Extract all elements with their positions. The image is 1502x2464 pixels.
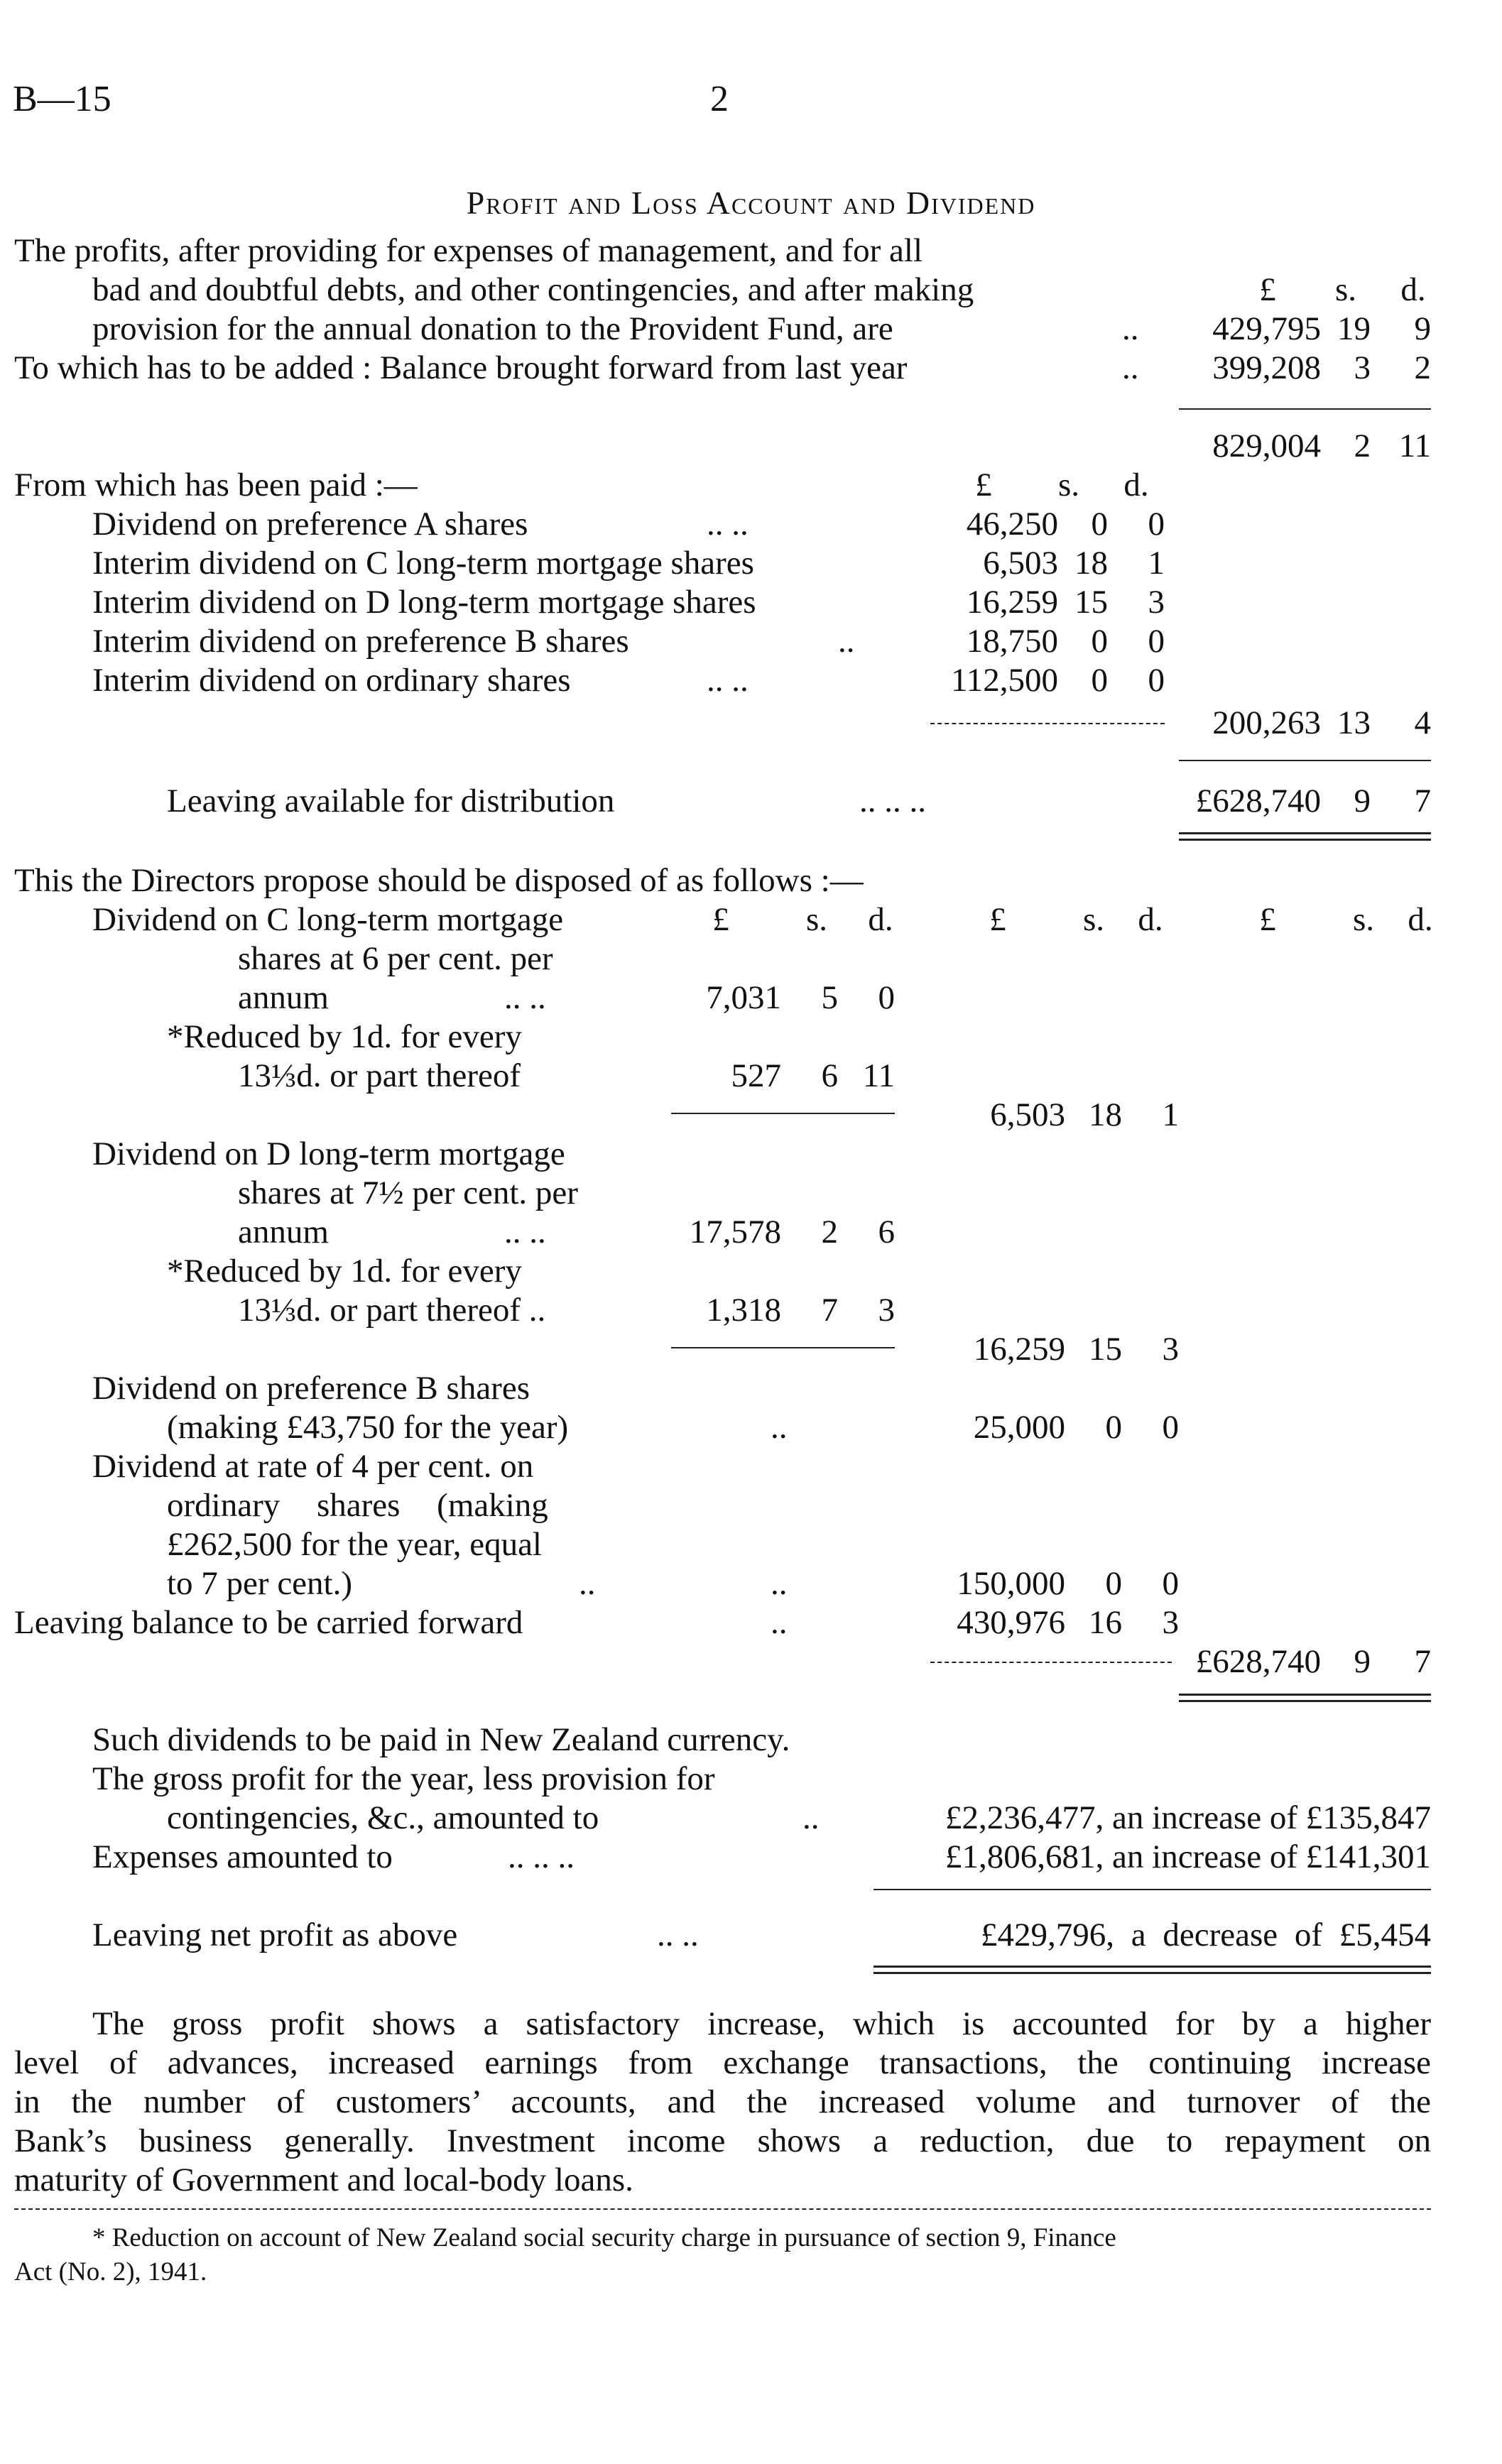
paid-heading: From which has been paid :— — [14, 467, 418, 503]
c-dividend-line: shares at 6 per cent. per — [238, 940, 553, 977]
col-head-pence: d. — [1408, 901, 1433, 938]
gross-profit-line: contingencies, &c., amounted to — [167, 1799, 599, 1836]
amount-shillings: 2 — [1354, 427, 1371, 464]
amount-pounds: 112,500 — [950, 662, 1058, 699]
amount-pounds: 527 — [731, 1057, 781, 1094]
leader-dots: .. — [579, 1565, 596, 1602]
amount-pounds: 200,263 — [1212, 704, 1321, 741]
amount-pounds: £628,740 — [1195, 1643, 1321, 1680]
paid-item-label: Interim dividend on C long-term mortgage shares — [92, 545, 754, 582]
leader-dots: .. — [771, 1604, 788, 1641]
subtotal-rule — [671, 1347, 895, 1348]
amount-pounds: 6,503 — [990, 1096, 1065, 1133]
amount-pence: 3 — [1162, 1604, 1179, 1641]
ordinary-dividend-line: to 7 per cent.) — [167, 1565, 353, 1602]
amount-shillings: 7 — [821, 1292, 838, 1329]
expenses-value: £1,806,681, an increase of £141,301 — [945, 1838, 1431, 1875]
leader-dots: .. .. — [504, 979, 546, 1016]
col-head-pound: £ — [712, 901, 729, 938]
amount-pence: 0 — [1148, 662, 1165, 699]
c-dividend-line: annum — [238, 979, 329, 1016]
total-double-rule — [1179, 832, 1431, 841]
leader-dots: .. — [771, 1565, 788, 1602]
subtotal-rule — [671, 1113, 895, 1114]
footnote-line: Act (No. 2), 1941. — [14, 2257, 207, 2286]
amount-pounds: 16,259 — [973, 1331, 1065, 1368]
amount-shillings: 15 — [1074, 584, 1108, 621]
amount-pounds: 1,318 — [706, 1292, 781, 1329]
col-head-shillings: s. — [1082, 901, 1105, 938]
gross-profit-line: The gross profit for the year, less provision for — [92, 1760, 715, 1797]
b-dividend-line: (making £43,750 for the year) — [167, 1409, 569, 1446]
leader-dots: .. .. — [707, 662, 749, 699]
page-title: Profit and Loss Account and Dividend — [466, 185, 1036, 221]
amount-pence: 7 — [1414, 1643, 1431, 1680]
commentary-line: Bank’s business generally. Investment income shows a reduction, due to repayment on — [14, 2122, 1431, 2159]
leader-dots: .. .. .. — [859, 783, 926, 819]
amount-shillings: 0 — [1105, 1409, 1122, 1446]
intro-line: bad and doubtful debts, and other contingencies, and after making — [92, 271, 974, 308]
amount-pounds: 429,795 — [1212, 310, 1321, 347]
amount-pence: 11 — [1398, 427, 1431, 464]
intro-line: provision for the annual donation to the Provident Fund, are — [92, 310, 893, 347]
amount-shillings: 18 — [1074, 545, 1108, 582]
amount-pounds: 430,976 — [957, 1604, 1065, 1641]
d-dividend-line: annum — [238, 1214, 329, 1250]
commentary-line: The gross profit shows a satisfactory increase, which is accounted for by a higher — [92, 2005, 1431, 2042]
amount-pence: 0 — [878, 979, 895, 1016]
amount-shillings: 2 — [821, 1214, 838, 1250]
leader-dots: .. — [771, 1409, 788, 1446]
amount-pence: 3 — [1148, 584, 1165, 621]
brought-forward-label: To which has to be added : Balance brought forward from last year — [14, 349, 908, 386]
subtotal-rule — [930, 1662, 1172, 1663]
c-reduction-line: *Reduced by 1d. for every — [167, 1018, 522, 1055]
amount-pounds: 17,578 — [689, 1214, 781, 1250]
total-double-rule — [1179, 1694, 1431, 1702]
amount-shillings: 3 — [1354, 349, 1371, 386]
amount-pence: 7 — [1414, 783, 1431, 819]
subtotal-rule — [874, 1889, 1431, 1890]
col-head-shillings: s. — [1352, 901, 1375, 938]
col-head-shillings: s. — [805, 901, 828, 938]
amount-pounds: 18,750 — [966, 623, 1058, 660]
footnote-line: * Reduction on account of New Zealand social security charge in pursuance of section 9, Finance — [92, 2223, 1116, 2252]
amount-pounds: 399,208 — [1212, 349, 1321, 386]
ordinary-dividend-line: Dividend at rate of 4 per cent. on — [92, 1448, 534, 1485]
ordinary-dividend-line: £262,500 for the year, equal — [167, 1526, 542, 1563]
currency-note: Such dividends to be paid in New Zealand currency. — [92, 1721, 790, 1758]
paid-item-label: Interim dividend on ordinary shares — [92, 662, 571, 699]
leader-dots: .. .. — [657, 1917, 699, 1953]
amount-pence: 1 — [1162, 1096, 1179, 1133]
subtotal-rule — [1179, 760, 1431, 761]
amount-pence: 9 — [1414, 310, 1431, 347]
amount-pence: 4 — [1414, 704, 1431, 741]
footnote-rule — [14, 2208, 1431, 2210]
amount-pounds: 46,250 — [966, 506, 1058, 543]
col-head-pence: d. — [1400, 271, 1426, 308]
d-dividend-line: Dividend on D long-term mortgage — [92, 1135, 565, 1172]
amount-pence: 11 — [862, 1057, 895, 1094]
col-head-pence: d. — [868, 901, 893, 938]
amount-shillings: 9 — [1354, 783, 1371, 819]
leader-dots: .. — [802, 1799, 820, 1836]
amount-shillings: 13 — [1337, 704, 1371, 741]
report-code: B—15 — [13, 79, 111, 119]
amount-shillings: 9 — [1354, 1643, 1371, 1680]
amount-shillings: 15 — [1089, 1331, 1122, 1368]
amount-pounds: 25,000 — [973, 1409, 1065, 1446]
b-dividend-line: Dividend on preference B shares — [92, 1370, 530, 1407]
expenses-label: Expenses amounted to — [92, 1838, 393, 1875]
page-number: 2 — [710, 79, 729, 119]
col-head-pence: d. — [1123, 467, 1149, 503]
col-head-pound: £ — [1259, 901, 1276, 938]
amount-pounds: 16,259 — [966, 584, 1058, 621]
amount-pounds: 829,004 — [1212, 427, 1321, 464]
commentary-line: maturity of Government and local-body loans. — [14, 2162, 633, 2198]
proposal-heading: This the Directors propose should be disposed of as follows :— — [14, 862, 864, 899]
subtotal-rule — [1179, 408, 1431, 410]
leader-dots: .. — [838, 623, 855, 660]
amount-pence: 0 — [1162, 1409, 1179, 1446]
leader-dots: .. .. — [707, 506, 749, 543]
amount-pounds: 150,000 — [957, 1565, 1065, 1602]
col-head-pence: d. — [1138, 901, 1163, 938]
c-dividend-line: Dividend on C long-term mortgage — [92, 901, 564, 938]
amount-pounds: 7,031 — [706, 979, 781, 1016]
commentary-line: in the number of customers’ accounts, and the increased volume and turnover of the — [14, 2083, 1431, 2120]
col-head-pound: £ — [989, 901, 1006, 938]
amount-pence: 0 — [1162, 1565, 1179, 1602]
amount-shillings: 19 — [1337, 310, 1371, 347]
amount-pounds: £628,740 — [1195, 783, 1321, 819]
d-dividend-line: shares at 7½ per cent. per — [238, 1174, 578, 1211]
commentary-line: level of advances, increased earnings from exchange transactions, the continuing increase — [14, 2044, 1431, 2081]
col-head-shillings: s. — [1334, 271, 1357, 308]
paid-item-label: Dividend on preference A shares — [92, 506, 528, 543]
amount-shillings: 18 — [1089, 1096, 1122, 1133]
col-head-pound: £ — [975, 467, 992, 503]
leaving-available-label: Leaving available for distribution — [167, 783, 615, 819]
paid-item-label: Interim dividend on D long-term mortgage shares — [92, 584, 756, 621]
ordinary-dividend-line: ordinary shares (making — [167, 1487, 548, 1524]
leader-dots: .. — [1122, 310, 1139, 347]
leader-dots: .. .. .. — [508, 1838, 575, 1875]
subtotal-rule — [930, 723, 1165, 724]
amount-pence: 0 — [1148, 623, 1165, 660]
amount-pounds: 6,503 — [983, 545, 1058, 582]
net-profit-label: Leaving net profit as above — [92, 1917, 458, 1953]
c-reduction-line: 13⅓d. or part thereof — [238, 1057, 521, 1094]
amount-shillings: 16 — [1089, 1604, 1122, 1641]
amount-shillings: 0 — [1091, 506, 1108, 543]
amount-shillings: 6 — [821, 1057, 838, 1094]
leader-dots: .. — [1122, 349, 1139, 386]
amount-shillings: 0 — [1091, 623, 1108, 660]
d-reduction-line: *Reduced by 1d. for every — [167, 1253, 522, 1290]
total-double-rule — [874, 1966, 1431, 1974]
amount-pence: 6 — [878, 1214, 895, 1250]
amount-shillings: 0 — [1091, 662, 1108, 699]
amount-shillings: 0 — [1105, 1565, 1122, 1602]
d-reduction-line: 13⅓d. or part thereof .. — [238, 1292, 546, 1329]
amount-shillings: 5 — [821, 979, 838, 1016]
col-head-shillings: s. — [1057, 467, 1080, 503]
amount-pence: 2 — [1414, 349, 1431, 386]
intro-line: The profits, after providing for expenses of management, and for all — [14, 232, 923, 269]
net-profit-value: £429,796, a decrease of £5,454 — [980, 1917, 1431, 1953]
gross-profit-value: £2,236,477, an increase of £135,847 — [945, 1799, 1431, 1836]
amount-pence: 0 — [1148, 506, 1165, 543]
amount-pence: 3 — [878, 1292, 895, 1329]
amount-pence: 3 — [1162, 1331, 1179, 1368]
leader-dots: .. .. — [504, 1214, 546, 1250]
amount-pence: 1 — [1148, 545, 1165, 582]
col-head-pound: £ — [1259, 271, 1276, 308]
paid-item-label: Interim dividend on preference B shares — [92, 623, 629, 660]
carry-forward-label: Leaving balance to be carried forward — [14, 1604, 523, 1641]
